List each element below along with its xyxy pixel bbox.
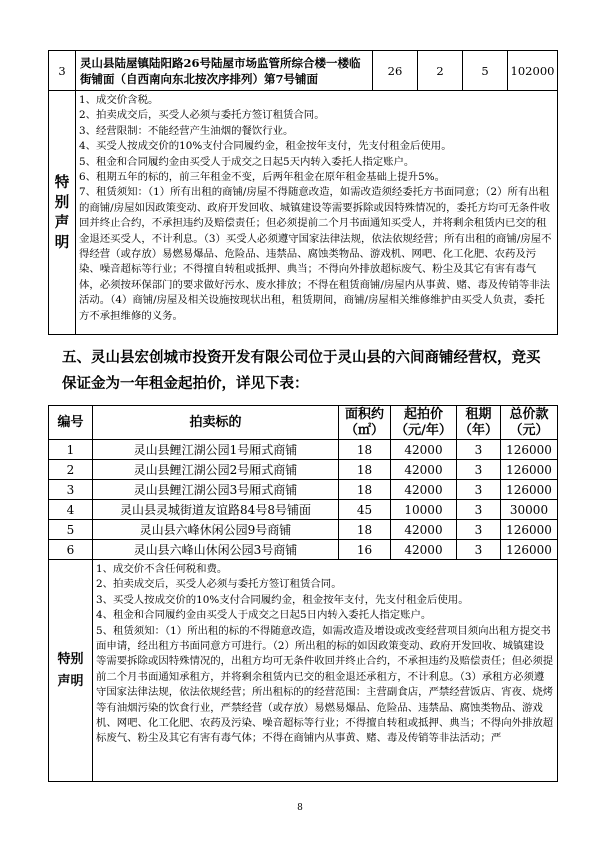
note-item: 5、租赁须知：（1）所出租的标的不得随意改造，如需改造及增设或改变经营项目须向出租方提交书面申请，经出租方书面同意方可进行。（2）所出租的标的如因政策变动、政府开发回收、城镇建设等需要拆除或因特殊情况的，出租方均可无条件收回并终止合约，不承担违约及赔偿责任；但必须提前二个月书面通知承租方，并将剩余租赁内已交的租金退还承租方，不计利息。（3）承租方必须遵守国家法律法规，依法依规经营；所出租标的的经营范围：主营副食店，严禁经营饭店、宵夜、烧烤等有油烟污染的饮食行业，严禁经营（或存放）易燃易爆品、危险品、违禁品、腐蚀类物品、游戏机、网吧、化工化肥、农药及污染、噪音超标等行业；不得擅自转租或抵押、典当；不得向外排放超标废气、粉尘及其它有害有毒气体；不得在商铺内从事黄、赌、毒及传销等非法活动；严	[96, 624, 554, 745]
item-price: 2	[418, 51, 463, 91]
item-title: 灵山县六峰休闲公园9号商铺	[93, 520, 339, 540]
row-number: 3	[49, 51, 76, 91]
table-row	[49, 540, 558, 560]
note-item: 3、经营限制：不能经营产生油烟的餐饮行业。	[79, 124, 294, 137]
item-total: 30000	[501, 500, 558, 520]
section-heading: 五、灵山县宏创城市投资开发有限公司位于灵山县的六间商铺经营权，竞买保证金为一年租金起拍价，详见下表：	[62, 349, 541, 392]
note-item: 4、租金和合同履约金由买受人于成交之日起5日内转入委托人指定账户。	[96, 609, 432, 622]
item-total: 126000	[501, 460, 558, 480]
item-years: 5	[463, 51, 508, 91]
item-price: 42000	[391, 520, 457, 540]
item-area: 18	[339, 520, 391, 540]
item-total: 126000	[501, 440, 558, 460]
special-notes-text	[93, 560, 558, 782]
page-number: 8	[297, 803, 303, 813]
special-notes-row	[49, 91, 558, 335]
table-row	[49, 440, 558, 460]
row-number: 4	[49, 500, 93, 520]
table-row	[49, 500, 558, 520]
note-item: 3、买受人按成交价的10%支付合同履约金，租金按年支付，先支付租金后使用。	[96, 593, 469, 606]
header-price: 起拍价（元/年）	[391, 406, 457, 440]
note-item: 4、买受人按成交价的10%支付合同履约金，租金按年支付，先支付租金后使用。	[79, 140, 452, 153]
note-item: 2、拍卖成交后，买受人必须与委托方签订租赁合同。	[79, 109, 325, 122]
item-price: 42000	[391, 460, 457, 480]
item-area: 18	[339, 480, 391, 500]
item-title: 灵山县陆屋镇陆阳路26号陆屋市场监管所综合楼一楼临街铺面（自西南向东北按次序排列）第7号铺面	[76, 51, 373, 91]
item-years: 3	[457, 500, 501, 520]
item-area: 16	[339, 540, 391, 560]
item-price: 42000	[391, 440, 457, 460]
special-notes-row	[49, 560, 558, 782]
property-table-continued	[48, 50, 558, 335]
item-area: 18	[339, 460, 391, 480]
special-notes-label: 特别 声明	[49, 560, 93, 782]
special-notes-text	[76, 91, 558, 335]
item-total: 126000	[501, 540, 558, 560]
row-number: 2	[49, 460, 93, 480]
row-number: 6	[49, 540, 93, 560]
item-title: 灵山县六峰山休闲公园3号商铺	[93, 540, 339, 560]
note-item: 1、成交价不含任何税和费。	[96, 563, 228, 575]
header-area: 面积约（㎡）	[339, 406, 391, 440]
note-item: 5、租金和合同履约金由买受人于成交之日起5天内转入委托人指定账户。	[79, 155, 415, 168]
item-title: 灵山县鲤江湖公园1号厢式商铺	[93, 440, 339, 460]
special-notes-label: 特 别 声 明	[49, 91, 76, 335]
table-row	[49, 520, 558, 540]
item-area: 26	[373, 51, 418, 91]
note-item: 1、成交价含税。	[79, 94, 159, 106]
item-area: 18	[339, 440, 391, 460]
item-years: 3	[457, 520, 501, 540]
item-years: 3	[457, 540, 501, 560]
header-title: 拍卖标的	[93, 406, 339, 440]
item-title: 灵山县灵城街道友谊路84号8号铺面	[93, 500, 339, 520]
note-item: 7、租赁须知：（1）所有出租的商铺/房屋不得随意改造，如需改造须经委托方书面同意；（2）所有出租的商铺/房屋如因政策变动、政府开发回收、城镇建设等需要拆除或因特殊情况的，委托方均可无条件收回并终止合约，不承担违约及赔偿责任；但必须提前二个月书面通知买受人，并将剩余租赁内已交的租金退还买受人，不计利息。（3）买受人必须遵守国家法律法规，依法依规经营；所有出租的商铺/房屋不得经营（或存放）易燃易爆品、危险品、违禁品、腐蚀类物品、游戏机、网吧、化工化肥、农药及污染、噪音超标等行业；不得擅自转租或抵押、典当；不得向外排放超标废气、粉尘及其它有害有毒气体，必须按环保部门的要求做好污水、废水排放；不得在租赁商铺/房屋内从事黄、赌、毒及传销等非法活动。（4）商铺/房屋及相关设施按现状出租，租赁期间，商铺/房屋相关维修维护由买受人负责，委托方不承担维修的义务。	[79, 186, 552, 322]
item-title: 灵山县鲤江湖公园2号厢式商铺	[93, 460, 339, 480]
header-no: 编号	[49, 406, 93, 440]
row-number: 5	[49, 520, 93, 540]
item-total: 126000	[501, 480, 558, 500]
item-total: 126000	[501, 520, 558, 540]
row-number: 3	[49, 480, 93, 500]
item-total: 102000	[508, 51, 558, 91]
table-row	[49, 51, 558, 91]
table-row	[49, 480, 558, 500]
item-title: 灵山县鲤江湖公园3号厢式商铺	[93, 480, 339, 500]
item-area: 45	[339, 500, 391, 520]
header-total: 总价款（元）	[501, 406, 558, 440]
header-years: 租期（年）	[457, 406, 501, 440]
item-years: 3	[457, 480, 501, 500]
note-item: 2、拍卖成交后，买受人必须与委托方签订租赁合同。	[96, 578, 342, 591]
item-price: 42000	[391, 540, 457, 560]
item-years: 3	[457, 460, 501, 480]
item-price: 10000	[391, 500, 457, 520]
item-years: 3	[457, 440, 501, 460]
note-item: 6、租期五年的标的，前三年租金不变，后两年租金在原年租金基础上提升5%。	[79, 171, 445, 184]
row-number: 1	[49, 440, 93, 460]
table-header-row	[49, 406, 558, 440]
shops-table	[48, 405, 558, 782]
item-price: 42000	[391, 480, 457, 500]
table-row	[49, 460, 558, 480]
